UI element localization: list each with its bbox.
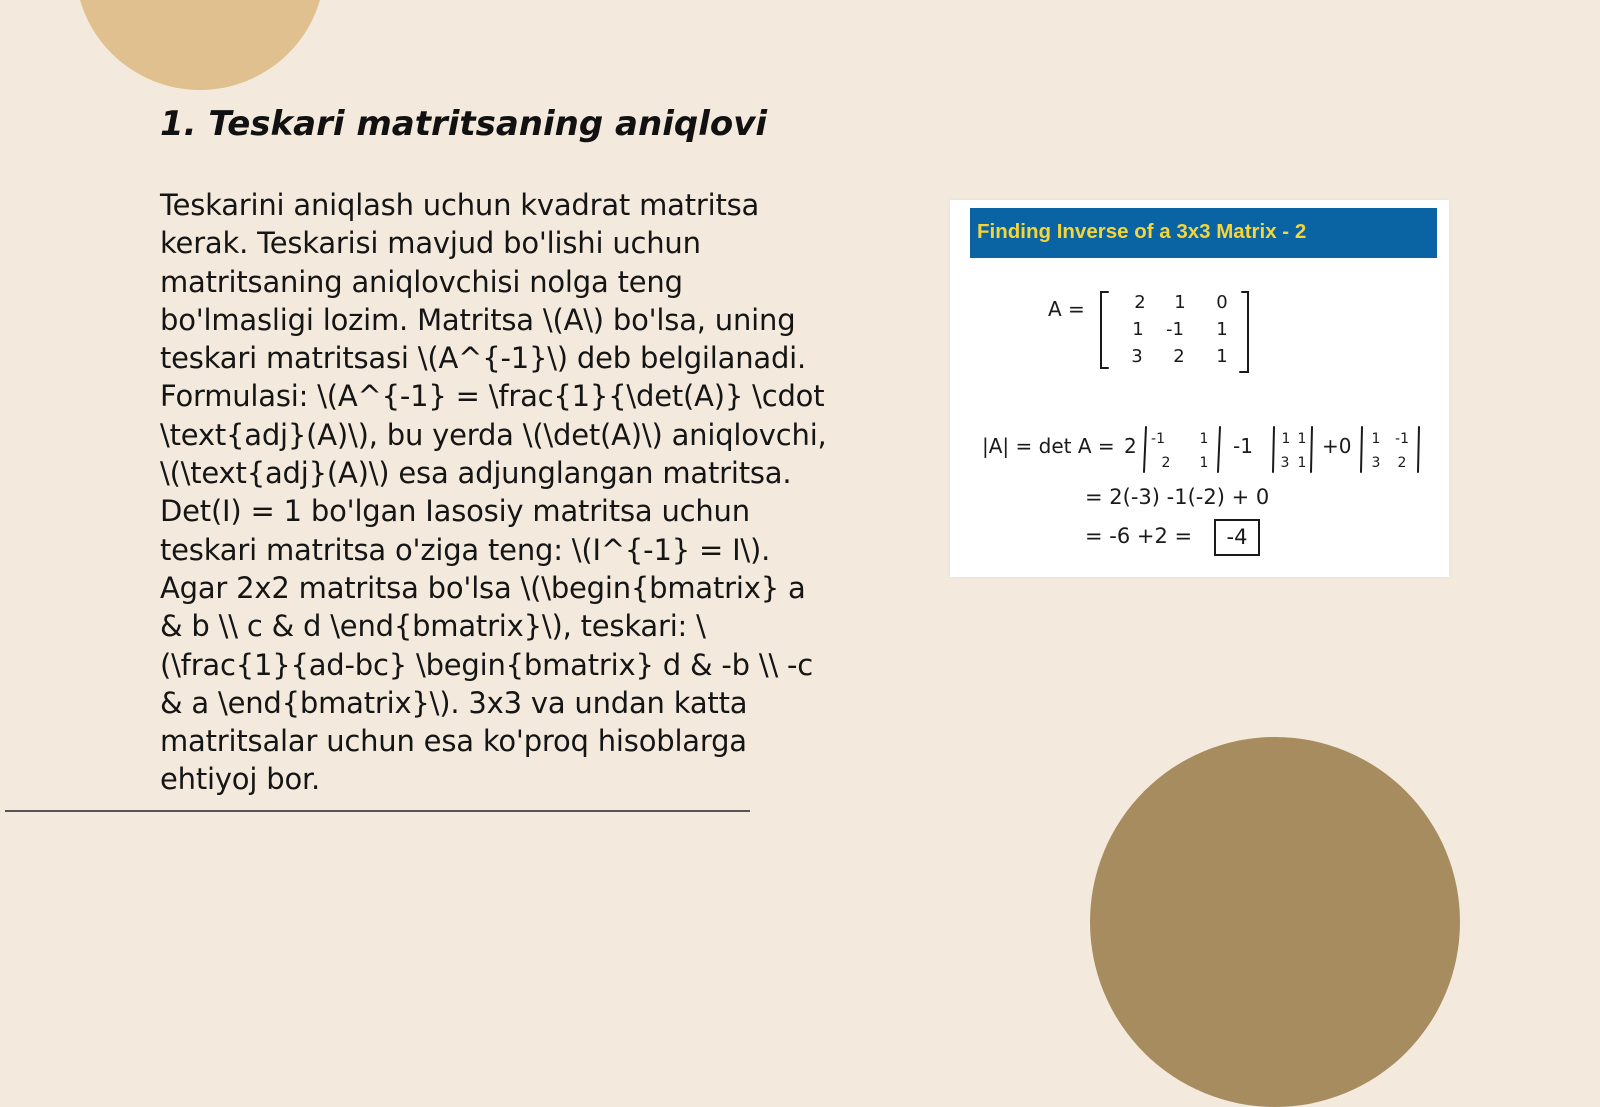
minor-entry: 1 — [1297, 455, 1307, 471]
matrix-entry: 1 — [1216, 346, 1228, 367]
figure-banner-title: Finding Inverse of a 3x3 Matrix - 2 — [977, 220, 1307, 243]
cofactor-coefficient: +0 — [1322, 434, 1352, 458]
minor-entry: 1 — [1297, 431, 1307, 447]
matrix-entry: 2 — [1173, 346, 1185, 367]
cofactor-coefficient: -1 — [1233, 434, 1253, 458]
matrix-entry: 0 — [1216, 292, 1228, 313]
matrix-example-figure — [950, 200, 1449, 577]
minor-entry: -1 — [1151, 431, 1165, 447]
matrix-entry: -1 — [1166, 319, 1184, 340]
minor-entry: 1 — [1199, 431, 1209, 447]
result-value: -4 — [1226, 525, 1248, 549]
handwritten-math — [950, 200, 1449, 577]
matrix-entry: 1 — [1216, 319, 1228, 340]
minor-entry: 1 — [1371, 431, 1381, 447]
slide-body-text: Teskarini aniqlash uchun kvadrat matritsa kerak. Teskarisi mavjud bo'lishi uchun matritsaning aniqlovchisi nolga teng bo'lmasligi lozim. Matritsa \(A\) bo'lsa, uning teskari matritsasi \(A^{-1}\) deb belgilanadi. Formulasi: \(A^{-1} = \frac{1}{\det(A)} \cdot \text{adj}(A)\), bu yerda \(\det(A)\) aniqlovchi, \(\text{adj}(A)\) esa adjunglangan matritsa. Det(I) = 1 bo'lgan Iasosiy matritsa uchun teskari matritsa o'ziga teng: \(I^{-1} = I\). Agar 2x2 matritsa bo'lsa \(\begin{bmatrix} a & b \\ c & d \end{bmatrix}\), teskari: \(\frac{1}{ad-bc} \begin{bmatrix} d & -b \\ -c & a \end{bmatrix}\). 3x3 va undan katta matritsalar uchun esa ko'proq hisoblarga ehtiyoj bor. — [160, 188, 827, 797]
det-bar-3b — [1418, 427, 1419, 472]
matrix-label: A = — [1048, 297, 1085, 321]
matrix-entry: 1 — [1132, 319, 1144, 340]
det-label: |A| = det A = — [982, 434, 1115, 458]
minor-entry: 1 — [1281, 431, 1291, 447]
minor-entry: 2 — [1161, 455, 1171, 471]
horizontal-divider — [5, 810, 750, 812]
minor-entry: 3 — [1280, 455, 1290, 471]
det-bar-3a — [1361, 427, 1362, 472]
slide-title: 1. Teskari matritsaning aniqlovi — [160, 104, 768, 144]
calculation-step-1: = 2(-3) -1(-2) + 0 — [1085, 485, 1270, 509]
matrix-entry: 2 — [1134, 292, 1146, 313]
minor-entry: 2 — [1397, 455, 1407, 471]
decorative-circle-bottom — [1090, 737, 1460, 1107]
minor-entry: -1 — [1395, 431, 1409, 447]
calculation-step-2: = -6 +2 = — [1085, 524, 1193, 548]
det-bar-2a — [1273, 427, 1274, 472]
matrix-left-bracket — [1101, 292, 1108, 368]
matrix-entry: 3 — [1131, 346, 1143, 367]
matrix-entry: 1 — [1174, 292, 1186, 313]
cofactor-coefficient: 2 — [1124, 434, 1137, 458]
minor-entry: 1 — [1199, 455, 1209, 471]
det-bar-1b — [1218, 427, 1220, 472]
minor-entry: 3 — [1371, 455, 1381, 471]
det-bar-2b — [1311, 427, 1312, 472]
matrix-right-bracket — [1240, 292, 1248, 372]
decorative-circle-top — [75, 0, 325, 90]
det-bar-1a — [1144, 427, 1146, 472]
